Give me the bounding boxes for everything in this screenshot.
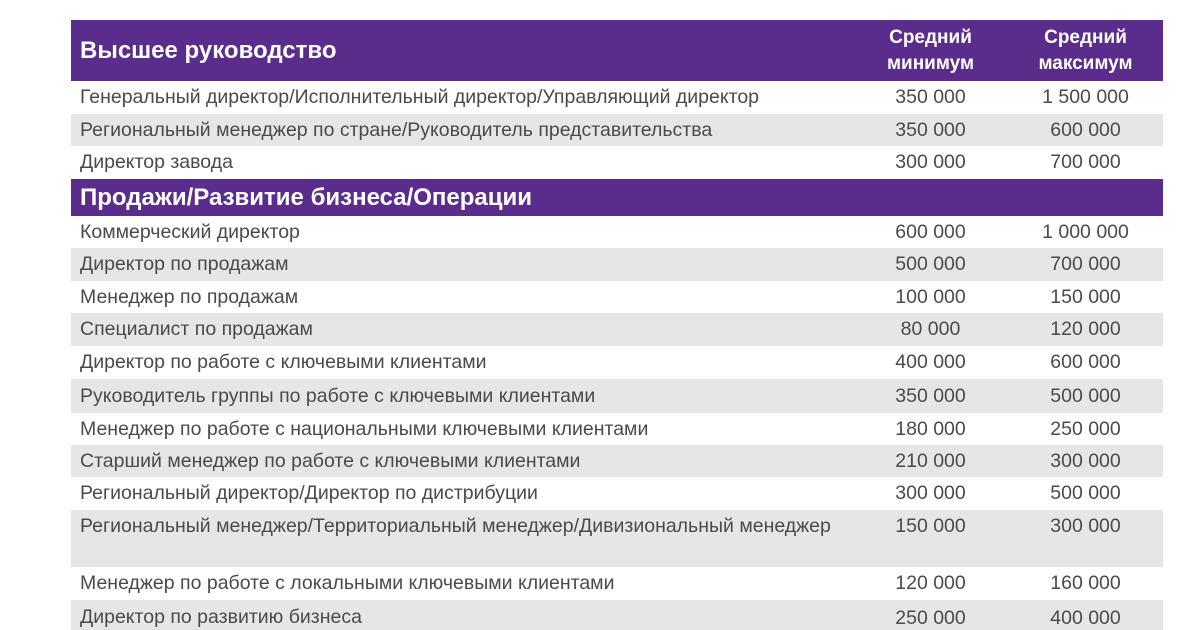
position-name: Менеджер по работе с локальными ключевыми клиентами [80, 572, 615, 594]
salary-min: 400 000 [895, 351, 966, 373]
position-name: Директор по продажам [80, 253, 289, 275]
table-row [71, 281, 1163, 313]
table-row [71, 216, 1163, 248]
section-header-top-management [71, 20, 1163, 81]
salary-max: 1 000 000 [1042, 220, 1129, 243]
salary-max: 150 000 [1050, 285, 1121, 308]
position-name: Директор по развитию бизнеса [80, 606, 362, 628]
salary-max: 600 000 [1050, 351, 1121, 373]
salary-min: 100 000 [895, 285, 966, 308]
table-row [71, 510, 1163, 567]
table-row [71, 346, 1163, 379]
position-name: Региональный менеджер по стране/Руководитель представительства [80, 118, 713, 141]
salary-min: 300 000 [895, 482, 966, 504]
salary-min: 250 000 [895, 607, 966, 629]
table-row [71, 379, 1163, 413]
salary-max: 1 500 000 [1042, 86, 1129, 108]
table-row [71, 477, 1163, 510]
salary-min: 80 000 [900, 318, 961, 340]
salary-max: 250 000 [1050, 417, 1121, 440]
position-name: Региональный директор/Директор по дистрибуции [80, 482, 538, 504]
salary-max: 500 000 [1050, 384, 1121, 407]
position-name: Директор завода [80, 151, 233, 173]
salary-table [71, 20, 1163, 630]
salary-min: 120 000 [895, 572, 966, 594]
salary-min: 180 000 [895, 417, 966, 440]
salary-max: 600 000 [1050, 118, 1121, 141]
section-header-sales [71, 179, 1163, 216]
section-title: Высшее руководство [80, 36, 337, 64]
column-header-average-max [1008, 20, 1163, 81]
position-name: Генеральный директор/Исполнительный директор/Управляющий директор [80, 86, 760, 108]
position-name: Директор по работе с ключевыми клиентами [80, 351, 487, 373]
position-name: Специалист по продажам [80, 318, 313, 340]
column-header-line: максимум [1038, 52, 1133, 74]
salary-min: 210 000 [895, 449, 966, 472]
salary-max: 120 000 [1050, 318, 1121, 340]
table-row [71, 567, 1163, 600]
salary-min: 150 000 [895, 515, 966, 537]
column-header-line: Средний [1044, 26, 1127, 48]
position-name: Коммерческий директор [80, 220, 300, 243]
salary-max: 700 000 [1050, 253, 1121, 275]
table-row [71, 600, 1163, 630]
table-row [71, 81, 1163, 114]
table-row [71, 445, 1163, 477]
column-header-line: минимум [886, 52, 975, 74]
position-name: Менеджер по продажам [80, 285, 299, 308]
table-row [71, 146, 1163, 179]
table-row [71, 248, 1163, 281]
table-row [71, 413, 1163, 445]
column-header-average-min [853, 20, 1008, 81]
table-row [71, 313, 1163, 346]
salary-max: 400 000 [1050, 607, 1121, 629]
position-name: Руководитель группы по работе с ключевыми клиентами [80, 384, 596, 407]
table-row [71, 114, 1163, 146]
section-title: Продажи/Развитие бизнеса/Операции [80, 183, 533, 211]
salary-min: 600 000 [895, 220, 966, 243]
salary-min: 350 000 [895, 118, 966, 141]
salary-min: 350 000 [895, 86, 966, 108]
salary-max: 700 000 [1050, 151, 1121, 173]
salary-max: 500 000 [1050, 482, 1121, 504]
salary-max: 300 000 [1050, 515, 1121, 537]
salary-min: 500 000 [895, 253, 966, 275]
position-name: Региональный менеджер/Территориальный менеджер/Дивизиональный менеджер [80, 515, 831, 537]
salary-max: 300 000 [1050, 449, 1121, 472]
salary-min: 300 000 [895, 151, 966, 173]
position-name: Менеджер по работе с национальными ключевыми клиентами [80, 417, 649, 440]
salary-min: 350 000 [895, 384, 966, 407]
position-name: Старший менеджер по работе с ключевыми клиентами [80, 449, 581, 472]
column-header-line: Средний [889, 26, 972, 48]
salary-max: 160 000 [1050, 572, 1121, 594]
